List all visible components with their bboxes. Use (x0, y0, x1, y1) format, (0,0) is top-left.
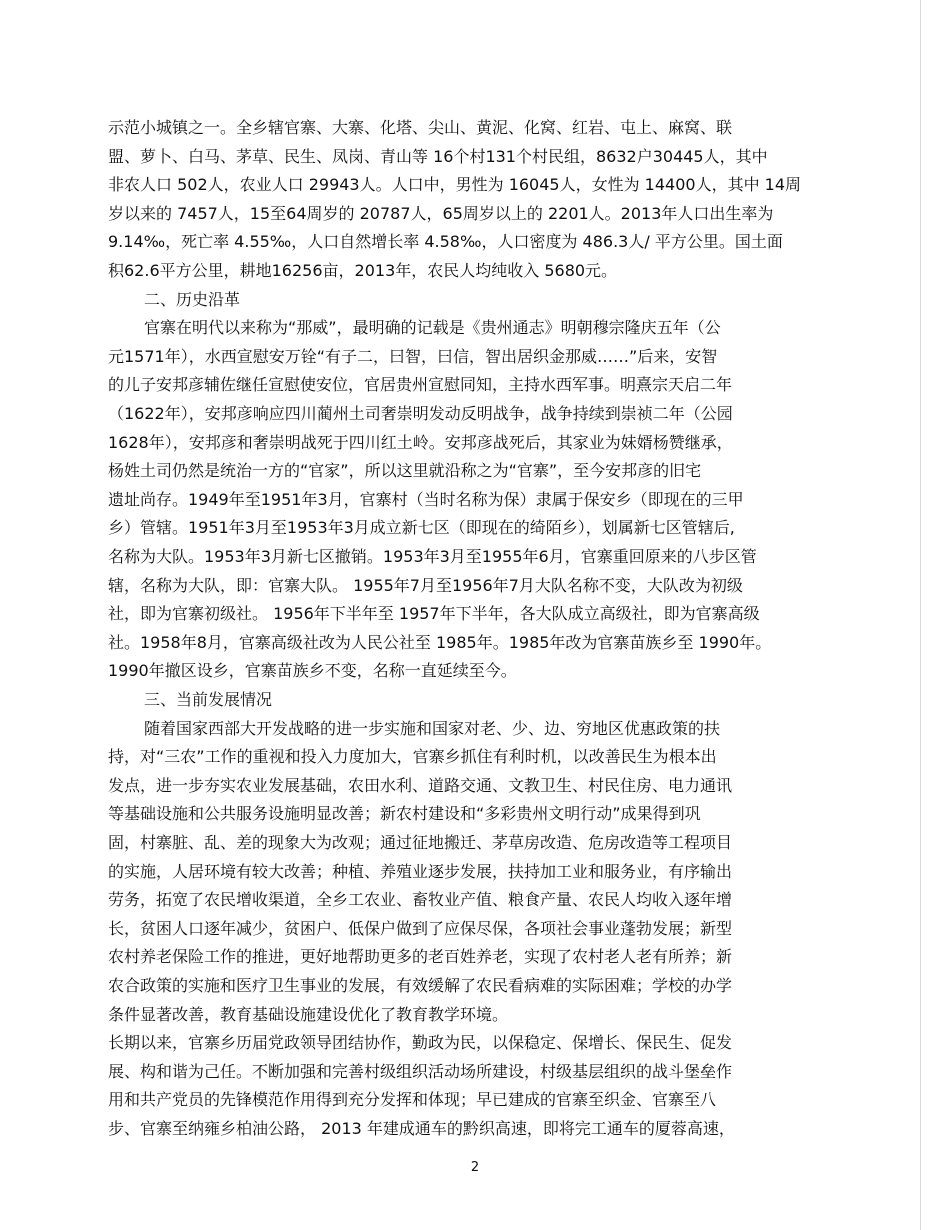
page-number: 2 (470, 1160, 480, 1175)
body-text-line: 农村养老保险工作的推进，更好地帮助更多的老百姓养老，实现了农村老人老有所养；新 (108, 947, 733, 966)
body-text-line: 的实施，人居环境有较大改善；种植、养殖业逐步发展，扶持加工业和服务业，有序输出 (108, 862, 733, 881)
body-text-line: 盟、萝卜、白马、茅草、民生、凤岗、青山等 16个村131个村民组，8632户30445人，其中 (108, 147, 768, 166)
body-text-line: （1622年），安邦彦响应四川蔺州土司奢崇明发动反明战争，战争持续到崇祯二年（公园 (108, 404, 733, 423)
body-text-line: 乡）管辖。1951年3月至1953年3月成立新七区（即现在的绮陌乡），划属新七区管辖后, (108, 518, 735, 537)
body-text-line: 1628年），安邦彦和奢崇明战死于四川红土岭。安邦彦战死后，其家业为妹婿杨赞继承， (108, 433, 733, 452)
body-text-line: 社。1958年8月，官寨高级社改为人民公社至 1985年。1985年改为官寨苗族乡至 1990年。 (108, 633, 772, 652)
body-text-line: 非农人口 502人，农业人口 29943人。人口中，男性为 16045人，女性为 14400人，其中 14周 (108, 175, 802, 194)
body-text-line: 劳务，拓宽了农民增收渠道，全乡工农业、畜牧业产值、粮食产量、农民人均收入逐年增 (108, 890, 733, 909)
body-text-line: 岁以来的 7457人，15至64周岁的 20787人，65周岁以上的 2201人。2013年人口出生率为 (108, 204, 774, 223)
body-text-line: 辖，名称为大队，即：官寨大队。 1955年7月至1956年7月大队名称不变，大队改为初级 (108, 576, 743, 595)
body-text-line: 长期以来，官寨乡历届党政领导团结协作，勤政为民，以保稳定、保增长、保民生、促发 (108, 1033, 733, 1052)
section-heading: 三、当前发展情况 (144, 690, 273, 709)
body-text-line: 等基础设施和公共服务设施明显改善；新农村建设和“多彩贵州文明行动”成果得到巩 (108, 804, 701, 823)
body-text-line: 持，对“三农”工作的重视和投入力度加大，官寨乡抓住有利时机，以改善民生为根本出 (108, 747, 717, 766)
page-edge-rule (920, 0, 921, 1230)
body-text-line: 农合政策的实施和医疗卫生事业的发展，有效缓解了农民看病难的实际困难；学校的办学 (108, 976, 733, 995)
body-text-line: 官寨在明代以来称为“那威”，最明确的记载是《贵州通志》明朝穆宗隆庆五年（公 (144, 318, 721, 337)
body-text-line: 名称为大队。1953年3月新七区撤销。1953年3月至1955年6月，官寨重回原来的八步区管 (108, 547, 757, 566)
body-text-line: 9.14‰，死亡率 4.55‰，人口自然增长率 4.58‰，人口密度为 486.3人/ 平方公里。国土面 (108, 232, 783, 251)
body-text-line: 社，即为官寨初级社。 1956年下半年至 1957年下半年，各大队成立高级社，即为官寨高级 (108, 604, 760, 623)
body-text-line: 条件显著改善，教育基础设施建设优化了教育教学环境。 (108, 1005, 509, 1024)
body-text-line: 发点，进一步夯实农业发展基础，农田水利、道路交通、文教卫生、村民住房、电力通讯 (108, 776, 733, 795)
body-text-line: 示范小城镇之一。全乡辖官寨、大寨、化塔、尖山、黄泥、化窝、红岩、屯上、麻窝、联 (108, 118, 733, 137)
body-text-line: 步、官寨至纳雍乡柏油公路， 2013 年建成通车的黔织高速，即将完工通车的厦蓉高速， (108, 1119, 735, 1138)
body-text-line: 长，贫困人口逐年减少，贫困户、低保户做到了应保尽保，各项社会事业蓬勃发展；新型 (108, 919, 733, 938)
body-text-line: 的儿子安邦彦辅佐继任宣慰使安位，官居贵州宣慰同知，主持水西军事。明熹宗天启二年 (108, 375, 733, 394)
body-text-line: 1990年撤区设乡，官寨苗族乡不变，名称一直延续至今。 (108, 661, 517, 680)
body-text-line: 杨姓土司仍然是统治一方的“官家”，所以这里就沿称之为“官寨”，至今安邦彦的旧宅 (108, 461, 702, 480)
body-text-line: 积62.6平方公里，耕地16256亩，2013年，农民人均纯收入 5680元。 (108, 261, 618, 280)
body-text-line: 展、构和谐为己任。不断加强和完善村级组织活动场所建设，村级基层组织的战斗堡垒作 (108, 1062, 733, 1081)
body-text-line: 固，村寨脏、乱、差的现象大为改观；通过征地搬迁、茅草房改造、危房改造等工程项目 (108, 833, 733, 852)
body-text-line: 用和共产党员的先锋模范作用得到充分发挥和体现；早已建成的官寨至织金、官寨至八 (108, 1090, 717, 1109)
section-heading: 二、历史沿革 (144, 290, 241, 309)
body-text-line: 遗址尚存。1949年至1951年3月，官寨村（当时名称为保）隶属于保安乡（即现在的三甲 (108, 490, 744, 509)
body-text-line: 元1571年），水西宣慰安万铨“有子二，曰智，曰信，智出居织金那威……”后来，安智 (108, 347, 718, 366)
body-text-line: 随着国家西部大开发战略的进一步实施和国家对老、少、边、穷地区优惠政策的扶 (144, 719, 721, 738)
